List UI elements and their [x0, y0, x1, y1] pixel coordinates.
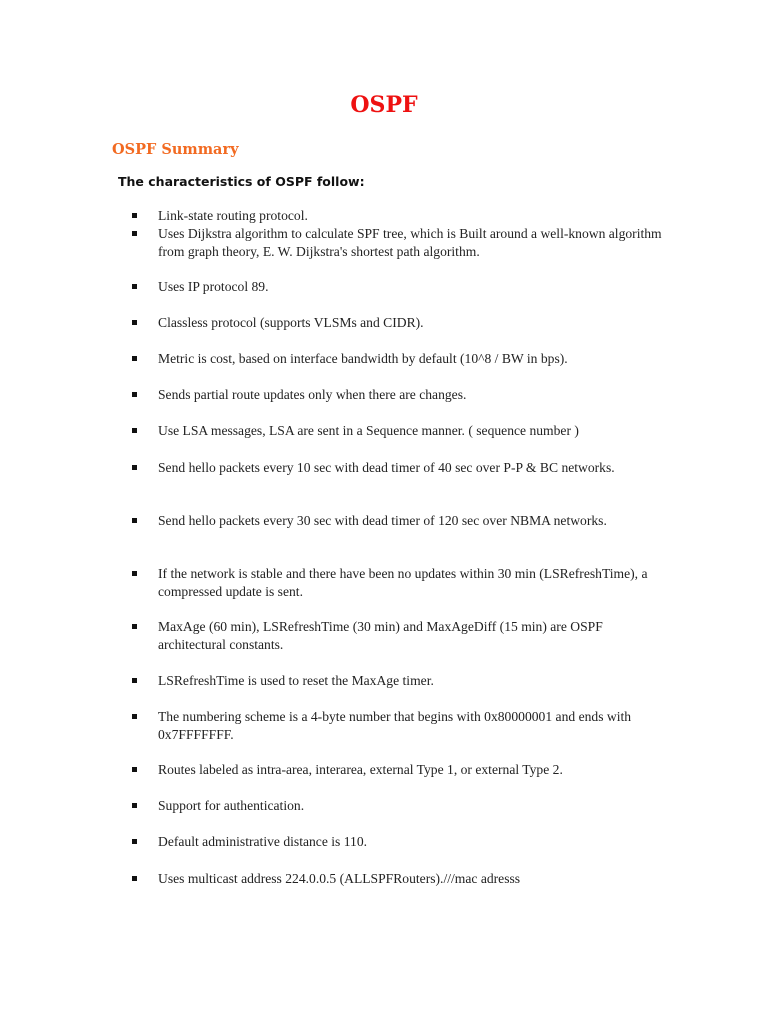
bullet-icon — [132, 678, 137, 683]
bullet-icon — [132, 465, 137, 470]
list-item-text: LSRefreshTime is used to reset the MaxAge timer. — [158, 673, 434, 688]
list-item — [132, 833, 668, 851]
bullet-icon — [132, 839, 137, 844]
list-item-text: Send hello packets every 30 sec with dead timer of 120 sec over NBMA networks. — [158, 513, 607, 528]
list-item-text: Uses IP protocol 89. — [158, 279, 269, 294]
bullet-icon — [132, 571, 137, 576]
bullet-icon — [132, 392, 137, 397]
list-item — [132, 350, 668, 368]
bullet-icon — [132, 284, 137, 289]
list-item-text: Default administrative distance is 110. — [158, 834, 368, 849]
list-item — [132, 761, 668, 779]
list-item-text: Uses Dijkstra algorithm to calculate SPF tree, which is Built around a well-known algorithm from graph theory, E. W. Dijkstra's shortest path algorithm. — [158, 226, 662, 259]
list-item — [132, 225, 668, 260]
list-item — [132, 459, 668, 477]
bullet-icon — [132, 428, 137, 433]
list-item-text: The numbering scheme is a 4-byte number that begins with 0x80000001 and ends with 0x7FFFFFFF. — [158, 709, 632, 742]
list-item — [132, 207, 668, 225]
list-item-text: Link-state routing protocol. — [158, 208, 308, 223]
list-item-text: Use LSA messages, LSA are sent in a Sequence manner. ( sequence number ) — [158, 423, 579, 438]
list-item — [132, 278, 668, 296]
bullet-icon — [132, 213, 137, 218]
list-item — [132, 314, 668, 332]
list-item-text: Support for authentication. — [158, 798, 305, 813]
list-item-text: MaxAge (60 min), LSRefreshTime (30 min) and MaxAgeDiff (15 min) are OSPF architectural constants. — [158, 619, 603, 652]
list-item-text: Send hello packets every 10 sec with dead timer of 40 sec over P-P & BC networks. — [158, 460, 615, 475]
bullet-icon — [132, 518, 137, 523]
bullet-icon — [132, 356, 137, 361]
bullet-icon — [132, 320, 137, 325]
bullet-icon — [132, 231, 137, 236]
list-item — [132, 512, 668, 530]
bullet-icon — [132, 767, 137, 772]
list-item-text: If the network is stable and there have been no updates within 30 min (LSRefreshTime), a compressed update is sent. — [158, 566, 648, 599]
bullet-icon — [132, 714, 137, 719]
list-item — [132, 672, 668, 690]
bullet-icon — [132, 803, 137, 808]
document-title: OSPF — [350, 92, 418, 118]
bullet-icon — [132, 876, 137, 881]
section-heading: OSPF Summary — [112, 141, 239, 158]
list-item-text: Metric is cost, based on interface bandwidth by default (10^8 / BW in bps). — [158, 351, 568, 366]
list-item-text: Routes labeled as intra-area, interarea, external Type 1, or external Type 2. — [158, 762, 563, 777]
list-item — [132, 386, 668, 404]
list-item — [132, 422, 668, 440]
intro-text: The characteristics of OSPF follow: — [118, 174, 365, 189]
list-item-text: Classless protocol (supports VLSMs and CIDR). — [158, 315, 424, 330]
list-item — [132, 870, 668, 888]
list-item — [132, 565, 668, 600]
list-item — [132, 797, 668, 815]
list-item — [132, 618, 668, 653]
list-item-text: Uses multicast address 224.0.0.5 (ALLSPFRouters).///mac adresss — [158, 871, 521, 886]
list-item-text: Sends partial route updates only when there are changes. — [158, 387, 467, 402]
list-item — [132, 708, 668, 743]
bullet-icon — [132, 624, 137, 629]
